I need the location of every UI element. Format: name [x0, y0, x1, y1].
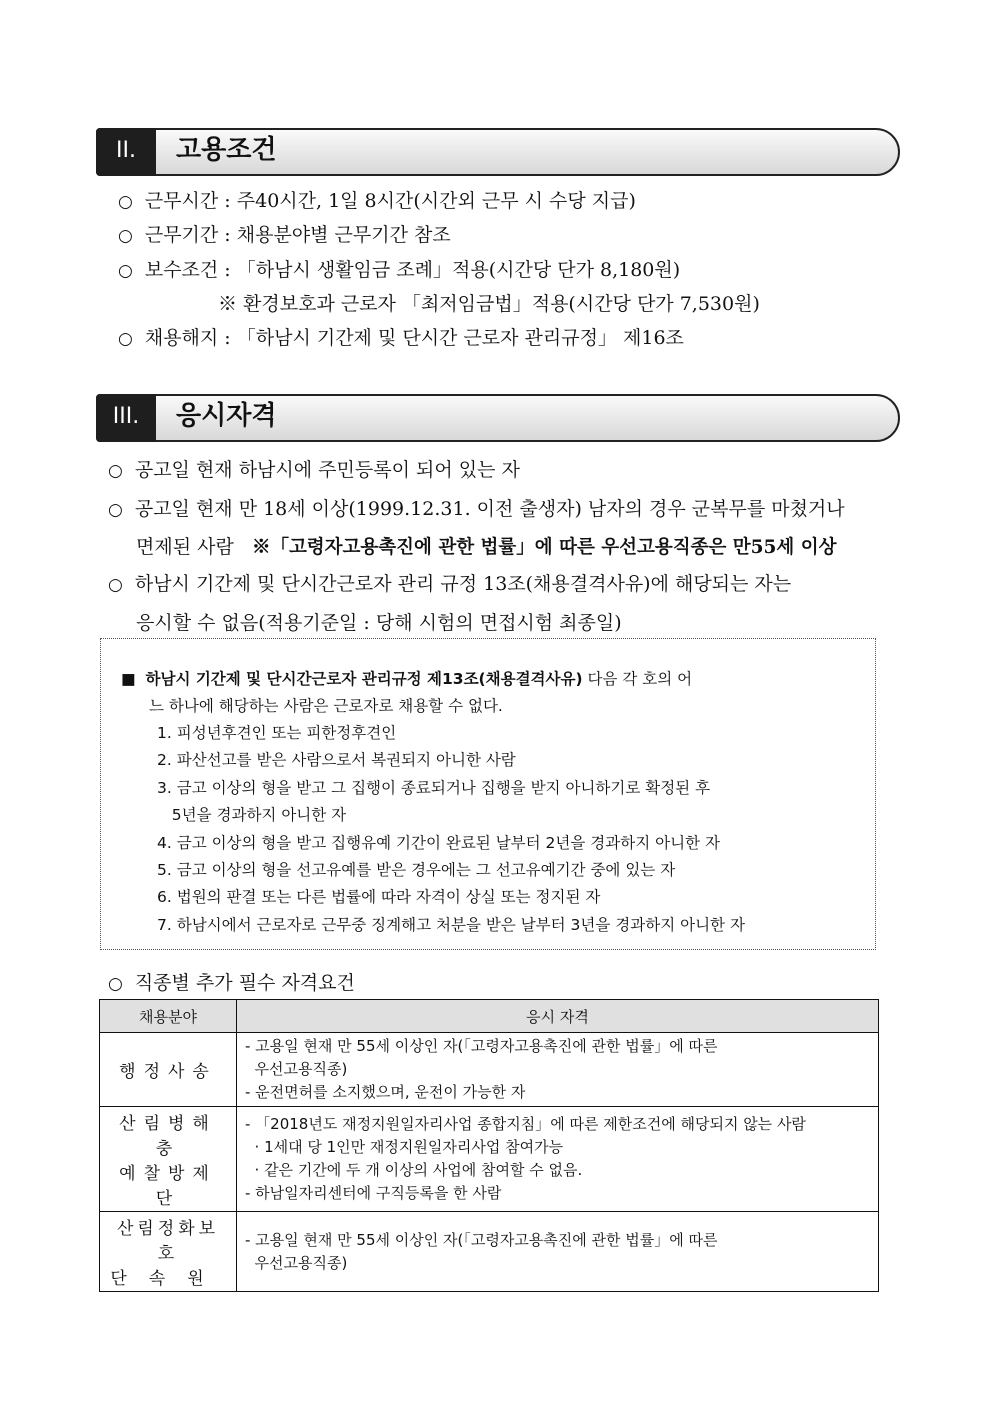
- column-header-qualification: 응시 자격: [237, 1000, 879, 1033]
- section-title: 고용조건: [176, 135, 277, 165]
- qualification-line: - 고용일 현재 만 55세 이상인 자(「고령자고용촉진에 관한 법률」에 따른: [245, 1230, 718, 1249]
- regulation-heading: [121, 667, 692, 689]
- section-number: III.: [96, 394, 156, 442]
- regulation-box: [100, 638, 876, 950]
- qualification-residency: [108, 455, 520, 482]
- field-name: 산림병해충: [119, 1114, 217, 1159]
- qualification-age-cont: [136, 532, 836, 559]
- qualification-line: · 1세대 당 1인만 재정지원일자리사업 참여가능: [245, 1138, 564, 1156]
- regulation-heading-cont: 느 하나에 해당하는 사람은 근로자로 채용할 수 없다.: [149, 697, 503, 715]
- qualification-text: 공고일 현재 하남시에 주민등록이 되어 있는 자: [134, 459, 520, 481]
- qualification-disqualification: [108, 569, 791, 596]
- regulation-item: 5년을 경과하지 아니한 자: [157, 806, 347, 824]
- circle-outline-icon: ○: [118, 226, 133, 246]
- regulation-item: 2. 파산선고를 받은 사람으로서 복권되지 아니한 사람: [157, 751, 516, 769]
- field-name: 단속원: [110, 1269, 226, 1289]
- condition-item-work-hours: [118, 186, 636, 213]
- condition-item-work-period: [118, 220, 451, 247]
- qualification-line: - 고용일 현재 만 55세 이상인 자(「고령자고용촉진에 관한 법률」에 따른: [245, 1037, 718, 1055]
- item-text: 채용분야별 근무기간 참조: [236, 224, 451, 246]
- caption-text: 직종별 추가 필수 자격요건: [134, 972, 355, 994]
- regulation-item: 4. 금고 이상의 형을 받고 집행유예 기간이 완료된 날부터 2년을 경과하지 아니한 자: [157, 834, 720, 852]
- pay-note: ※ 환경보호과 근로자 「최저임금법」적용(시간당 단가 7,530원): [218, 293, 760, 315]
- qualification-line: · 같은 기간에 두 개 이상의 사업에 참여할 수 없음.: [245, 1161, 583, 1179]
- field-cell: [100, 1033, 237, 1107]
- table-row: [100, 1033, 879, 1107]
- qualification-age: [108, 494, 845, 521]
- table-row: [100, 1107, 879, 1212]
- regulation-item: 3. 금고 이상의 형을 받고 그 집행이 종료되거나 집행을 받지 아니하기로 확정된 후: [157, 779, 711, 797]
- item-label: 채용해지: [144, 327, 219, 349]
- item-label: 근무시간: [144, 190, 219, 212]
- section-number: II.: [96, 128, 156, 176]
- regulation-item: 1. 피성년후견인 또는 피한정후견인: [157, 724, 397, 742]
- qualification-cell: [237, 1107, 879, 1212]
- condition-item-pay: [118, 255, 680, 282]
- item-separator: :: [218, 224, 237, 246]
- priority-note: ※「고령자고용촉진에 관한 법률」에 따른 우선고용직종은 만55세 이상: [251, 537, 837, 558]
- qualification-line: - 「2018년도 재정지원일자리사업 종합지침」에 따른 제한조건에 해당되지 않는 사람: [245, 1115, 806, 1133]
- field-cell: [100, 1212, 237, 1292]
- regulation-item: 5. 금고 이상의 형을 선고유예를 받은 경우에는 그 선고유예기간 중에 있는 자: [157, 861, 676, 879]
- field-cell: [100, 1107, 237, 1212]
- field-name: 예찰방제단: [119, 1164, 217, 1209]
- circle-outline-icon: ○: [118, 329, 133, 349]
- item-text: 「하남시 생활임금 조례」적용(시간당 단가 8,180원): [236, 259, 681, 281]
- condition-item-termination: [118, 323, 684, 350]
- circle-outline-icon: ○: [108, 461, 123, 481]
- column-header-field: 채용분야: [100, 1000, 237, 1033]
- table-header-row: [100, 1000, 879, 1033]
- circle-outline-icon: ○: [118, 192, 133, 212]
- item-separator: :: [218, 259, 237, 281]
- square-bullet-icon: ■: [121, 670, 136, 688]
- qualification-line: 우선고용직종): [245, 1060, 348, 1078]
- qualification-text: 면제된 사람: [136, 536, 234, 558]
- section-header-employment-conditions: [96, 128, 898, 174]
- item-label: 보수조건: [144, 259, 219, 281]
- regulation-title: 하남시 기간제 및 단시간근로자 관리규정 제13조(채용결격사유): [145, 670, 583, 688]
- regulation-heading-rest: 다음 각 호의 어: [582, 670, 693, 688]
- qualification-text: 공고일 현재 만 18세 이상(1999.12.31. 이전 출생자) 남자의 경우 군복무를 마쳤거나: [134, 498, 845, 520]
- requirements-table: [99, 999, 879, 1292]
- section-header-qualifications: [96, 394, 898, 440]
- circle-outline-icon: ○: [108, 974, 123, 994]
- regulation-item: 6. 법원의 판결 또는 다른 법률에 따라 자격이 상실 또는 정지된 자: [157, 888, 601, 906]
- table-row: [100, 1212, 879, 1292]
- qualification-line: 우선고용직종): [245, 1253, 348, 1272]
- item-text: 「하남시 기간제 및 단시간 근로자 관리규정」 제16조: [236, 327, 684, 349]
- qualification-line: - 하남일자리센터에 구직등록을 한 사람: [245, 1184, 502, 1202]
- circle-outline-icon: ○: [108, 500, 123, 520]
- qualification-cell: [237, 1212, 879, 1292]
- item-text: 주40시간, 1일 8시간(시간외 근무 시 수당 지급): [236, 190, 636, 212]
- qualification-text: 하남시 기간제 및 단시간근로자 관리 규정 13조(채용결격사유)에 해당되는 자는: [134, 573, 792, 595]
- item-label: 근무기간: [144, 224, 219, 246]
- field-name: 행정사송: [119, 1062, 217, 1082]
- qualification-line: - 운전면허를 소지했으며, 운전이 가능한 자: [245, 1083, 526, 1101]
- circle-outline-icon: ○: [118, 261, 133, 281]
- qualification-disqualification-cont: 응시할 수 없음(적용기준일 : 당해 시험의 면접시험 최종일): [136, 612, 622, 634]
- circle-outline-icon: ○: [108, 575, 123, 595]
- item-separator: :: [218, 327, 237, 349]
- regulation-item: 7. 하남시에서 근로자로 근무중 징계해고 처분을 받은 날부터 3년을 경과하지 아니한 자: [157, 916, 745, 934]
- item-separator: :: [218, 190, 237, 212]
- qualification-cell: [237, 1033, 879, 1107]
- field-name: 산림정화보호: [116, 1219, 220, 1264]
- table-caption: [108, 968, 355, 995]
- section-title: 응시자격: [176, 401, 277, 431]
